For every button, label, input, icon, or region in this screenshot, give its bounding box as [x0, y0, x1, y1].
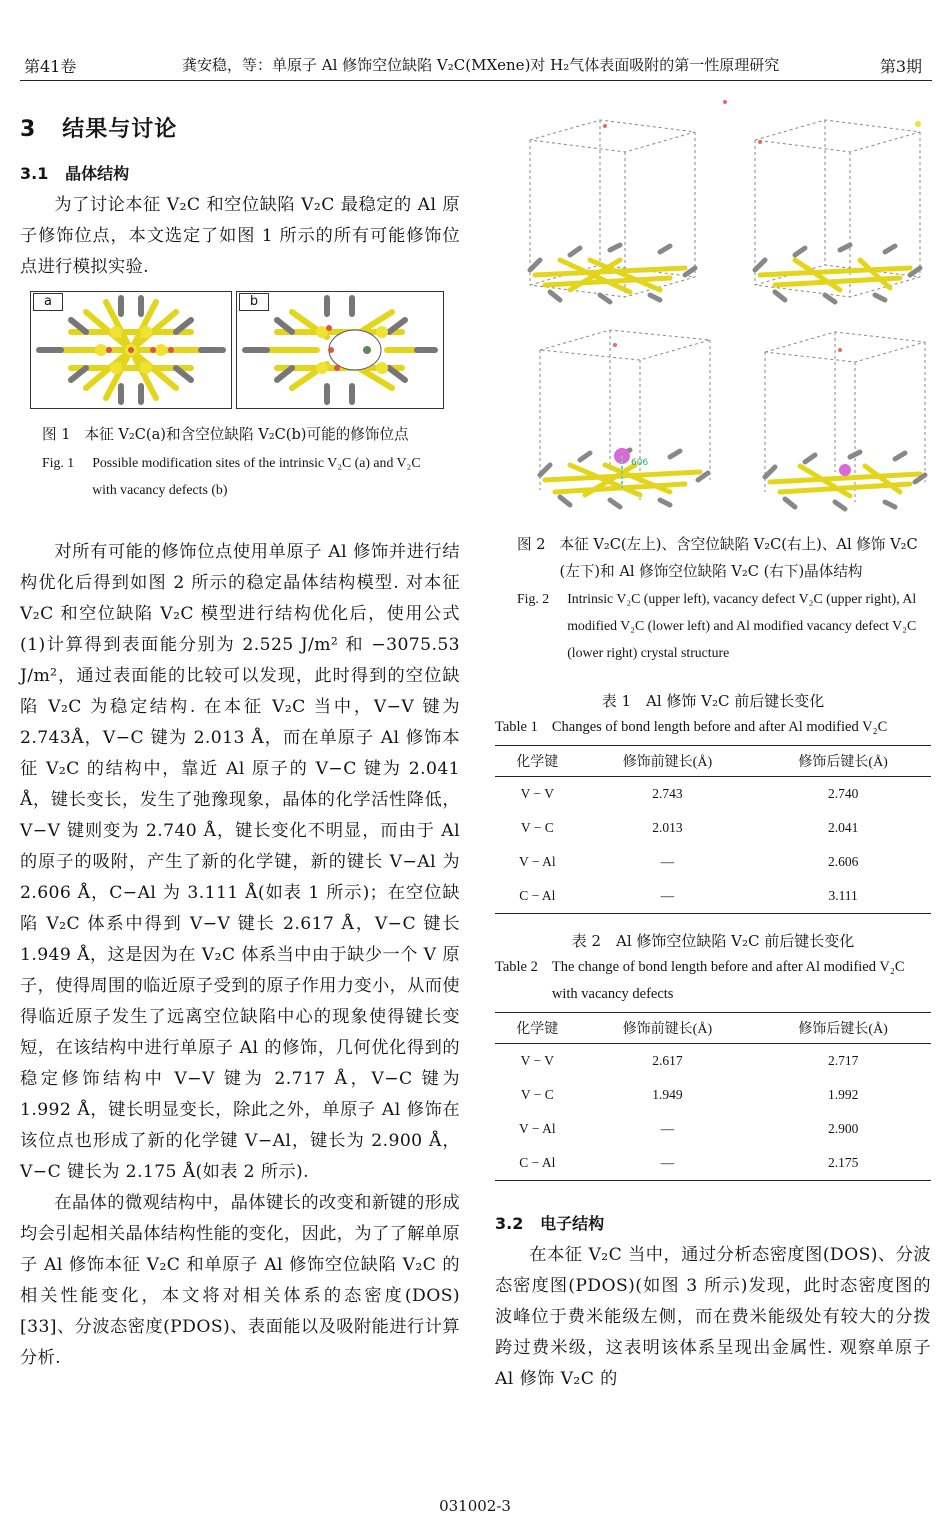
cell: C − Al [495, 1146, 580, 1181]
cell: C − Al [495, 879, 580, 914]
subsection-heading-3-1 [20, 161, 460, 184]
panel-a-tag: a [33, 293, 63, 311]
subsection-number: 3.1 [20, 164, 49, 183]
table-row [495, 1112, 931, 1146]
cell: V − Al [518, 1121, 556, 1136]
table-1-label-en: Table 1 [495, 719, 538, 735]
table-1-title-en: Changes of bond length before and after Al modified V₂C [551, 719, 888, 735]
table-row [495, 879, 931, 914]
right-column [495, 100, 931, 1395]
paragraph-2: 对所有可能的修饰位点使用单原子 Al 修饰并进行结构优化后得到如图 2 所示的稳定晶体结构模型. 对本征 V₂C 和空位缺陷 V₂C 模型进行结构优化后，使用公式(1)计算得到表面能分别为 2.525 J/m² 和 −3075.53 J/m²，通过表面能的比较可以发现，此时得到的空位缺陷 V₂C 为稳定结构. 在本征 V₂C 当中，V−V 键为 2.743Å，V−C 键为 2.013 Å，而在单原子 Al 修饰本征 V₂C 的结构中，靠近 Al 原子的 V−C 键为 2.041 Å，键长变长，发生了弛豫现象，晶体的化学活性降低，V−V 键则变为 2.740 Å，键长变化不明显，而由于 Al 的原子的吸附，产生了新的化学键，新的键长 V−Al 为 2.606 Å，C−Al 为 3.111 Å(如表 1 所示)；在空位缺陷 V₂C 体系中得到 V−V 键长 2.617 Å，V−C 键长 1.949 Å，这是因为在 V₂C 体系当中由于缺少一个 V 原子，使得周围的临近原子受到的原子作用力变小，从而使得临近原子发生了远离空位缺陷中心的现象使得键长变短，在该结构中进行单原子 Al 的修饰，几何优化得到的稳定修饰结构中 V−V 键为 2.717 Å，V−C 键为 1.992 Å，键长明显变长，除此之外，单原子 Al 修饰在该位点也形成了新的化学键 V−Al，键长为 2.900 Å，V−C 键长为 2.175 Å(如表 2 所示). [20, 542, 460, 1182]
cell: — [660, 1121, 675, 1136]
volume-label: 第41卷 [24, 57, 77, 76]
running-title: 龚安稳，等：单原子 Al 修饰空位缺陷 V₂C(MXene)对 H₂气体表面吸附的第一性原理研究 [182, 56, 780, 74]
cell: 2.041 [827, 820, 859, 835]
cell: V − Al [518, 854, 556, 869]
table-2-label-en: Table 2 [495, 959, 538, 975]
subsection-number: 3.2 [495, 1214, 524, 1233]
fig2-caption-cn: 本征 V₂C(左上)、含空位缺陷 V₂C(右上)、Al 修饰 V₂C (左下)和 Al 修饰空位缺陷 V₂C (右下)晶体结构 [559, 536, 918, 580]
figure-1-caption [42, 423, 442, 503]
figure-1-panel-b [236, 291, 444, 409]
figure-2-caption [517, 531, 929, 666]
cell: — [660, 854, 675, 869]
table-2-title-en: The change of bond length before and after Al modified V₂C with vacancy defects [551, 959, 905, 1002]
table-header-row [495, 746, 931, 777]
crystal-structures-image [510, 100, 930, 515]
cell: 2.013 [652, 820, 683, 835]
cell: V − V [520, 1053, 554, 1068]
cell: 2.606 [827, 854, 859, 869]
cell: 3.111 [755, 879, 931, 914]
table-row [495, 1146, 931, 1181]
paragraph-3: 在晶体的微观结构中，晶体键长的改变和新键的形成均会引起相关晶体结构性能的变化，因此，为了了解单原子 Al 修饰本征 V₂C 和单原子 Al 修饰空位缺陷 V₂C 的相关性能变化，本文将对相关体系的态密度(DOS)[33]、分波态密度(PDOS)、表面能以及吸附能进行计算分析. [20, 1193, 460, 1368]
running-header [20, 52, 932, 81]
table-1-block [495, 688, 931, 914]
cell: 1.992 [827, 1087, 859, 1102]
header-bond: 化学键 [495, 1013, 580, 1044]
table-row [495, 845, 931, 879]
table-row [495, 1078, 931, 1112]
figure-2 [510, 100, 930, 515]
cell: 2.717 [827, 1053, 859, 1068]
bond-length-table-1 [495, 745, 931, 914]
table-row [495, 811, 931, 845]
cell: V − C [520, 820, 554, 835]
cell: V − C [520, 1087, 554, 1102]
paragraph-4: 在本征 V₂C 当中，通过分析态密度图(DOS)、分波态密度图(PDOS)(如图 3 所示)发现，此时态密度图的波峰位于费米能级左侧，而在费米能级处有较大的分拨跨过费米级，这表明该体系呈现出金属性. 观察单原子 Al 修饰 V₂C 的 [495, 1245, 931, 1389]
table-1-title-cn: 表 1 Al 修饰 V₂C 前后键长变化 [601, 692, 825, 710]
table-2-block [495, 928, 931, 1181]
subsection-title: 晶体结构 [65, 164, 130, 183]
header-bond: 化学键 [495, 746, 580, 777]
header-before: 修饰前键长(Å) [580, 1013, 756, 1044]
header-after: 修饰后键长(Å) [755, 746, 931, 777]
cell: 2.175 [755, 1146, 931, 1181]
section-title: 结果与讨论 [62, 117, 178, 142]
panel-b-tag: b [239, 293, 269, 311]
table-row [495, 1044, 931, 1079]
paragraph-1: 为了讨论本征 V₂C 和空位缺陷 V₂C 最稳定的 Al 原子修饰位点，本文选定了如图 1 所示的所有可能修饰位点进行模拟实验. [20, 195, 460, 277]
cell: 2.743 [652, 786, 683, 801]
figure-1 [30, 291, 450, 409]
table-row [495, 777, 931, 812]
subsection-title: 电子结构 [540, 1214, 605, 1233]
fig1-label-en: Fig. 1 [42, 455, 75, 470]
cell: 1.949 [652, 1087, 683, 1102]
bond-length-table-2 [495, 1012, 931, 1181]
cell: — [580, 1146, 756, 1181]
cell: 2.617 [652, 1053, 683, 1068]
cell: V − V [520, 786, 554, 801]
table-2-title-cn: 表 2 Al 修饰空位缺陷 V₂C 前后键长变化 [571, 932, 855, 950]
section-heading [20, 112, 460, 143]
fig2-label-cn: 图 2 [517, 536, 546, 553]
bond-length-label-606: 606 [631, 458, 649, 468]
fig1-label-cn: 图 1 [42, 426, 71, 443]
fig1-caption-en: Possible modification sites of the intrinsic V₂C (a) and V₂C with vacancy defects (b) [92, 455, 421, 497]
fig2-caption-en: Intrinsic V₂C (upper left), vacancy defect V₂C (upper right), Al modified V₂C (lower left) and Al modified vacancy defect V₂C (lower right) crystal structure [567, 591, 917, 660]
issue-label: 第3期 [879, 57, 922, 76]
figure-1-panel-a [30, 291, 232, 409]
subsection-heading-3-2 [495, 1211, 931, 1234]
fig2-label-en: Fig. 2 [517, 591, 550, 606]
header-after: 修饰后键长(Å) [755, 1013, 931, 1044]
cell: — [580, 879, 756, 914]
cell: 2.900 [827, 1121, 859, 1136]
page-number: 031002-3 [439, 1497, 511, 1515]
section-number: 3 [20, 117, 37, 142]
cell: 2.740 [827, 786, 859, 801]
header-before: 修饰前键长(Å) [580, 746, 756, 777]
left-column [20, 112, 460, 1374]
table-header-row [495, 1013, 931, 1044]
fig1-caption-cn: 本征 V₂C(a)和含空位缺陷 V₂C(b)可能的修饰位点 [84, 426, 409, 443]
